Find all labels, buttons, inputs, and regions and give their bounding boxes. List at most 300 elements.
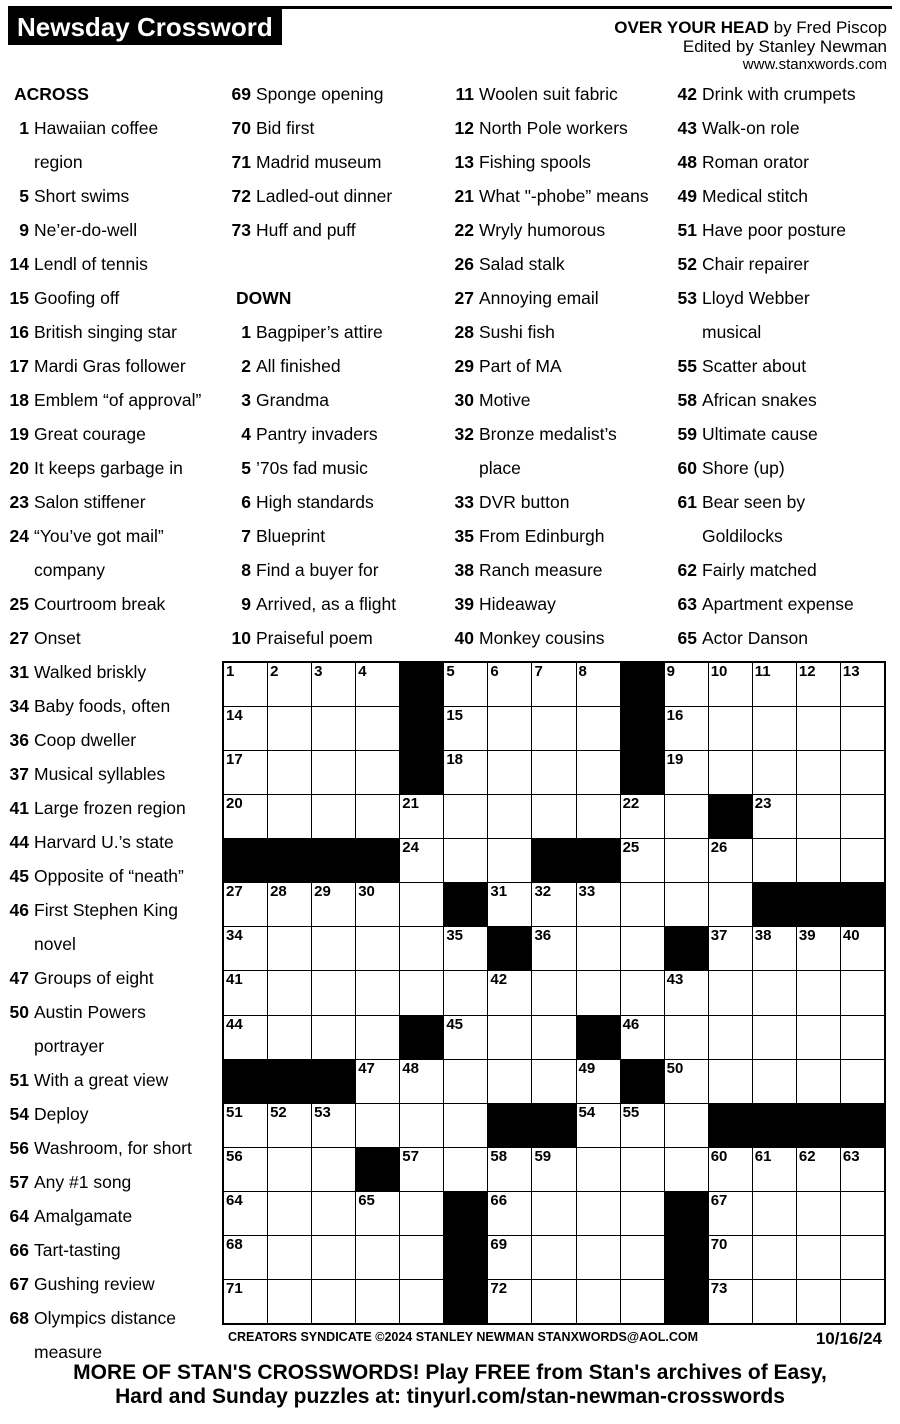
grid-cell[interactable] xyxy=(532,1280,575,1323)
grid-cell[interactable] xyxy=(532,971,575,1014)
grid-cell[interactable] xyxy=(753,1236,796,1279)
clue-text: Olympics distance xyxy=(34,1308,176,1328)
clue-number: 73 xyxy=(231,220,251,240)
grid-cell[interactable] xyxy=(753,927,796,970)
clue-continuation: company xyxy=(34,560,106,580)
grid-cell[interactable] xyxy=(753,971,796,1014)
clue-text: Part of MA xyxy=(479,356,562,376)
black-square xyxy=(400,707,443,750)
grid-cell[interactable] xyxy=(665,1016,708,1059)
grid-cell[interactable] xyxy=(488,1236,531,1279)
grid-cell[interactable] xyxy=(444,663,487,706)
clue-text: It keeps garbage in xyxy=(34,458,183,478)
grid-cell[interactable] xyxy=(488,1280,531,1323)
grid-cell[interactable] xyxy=(224,1148,267,1191)
clue-column-3 xyxy=(452,77,649,655)
grid-cell[interactable] xyxy=(841,927,884,970)
grid-cell[interactable] xyxy=(224,1016,267,1059)
grid-cell[interactable] xyxy=(577,1236,620,1279)
clue-number: 34 xyxy=(9,696,29,716)
grid-cell[interactable] xyxy=(665,751,708,794)
grid-cell[interactable] xyxy=(400,1148,443,1191)
grid-cell[interactable] xyxy=(356,1236,399,1279)
grid-cell[interactable] xyxy=(268,1148,311,1191)
grid-cell[interactable] xyxy=(444,795,487,838)
clue-item xyxy=(229,349,396,383)
grid-cell[interactable] xyxy=(532,707,575,750)
grid-cell[interactable] xyxy=(400,971,443,1014)
grid-cell[interactable] xyxy=(621,1148,664,1191)
grid-cell[interactable] xyxy=(312,795,355,838)
clue-text: Chair repairer xyxy=(702,254,809,274)
black-square xyxy=(841,1104,884,1147)
grid-cell[interactable] xyxy=(665,663,708,706)
clue-text: Annoying email xyxy=(479,288,599,308)
grid-cell[interactable] xyxy=(709,1060,752,1103)
grid-cell[interactable] xyxy=(753,795,796,838)
grid-cell[interactable] xyxy=(400,839,443,882)
grid-cell[interactable] xyxy=(532,751,575,794)
clue-number: 41 xyxy=(9,798,29,818)
grid-cell[interactable] xyxy=(797,1016,840,1059)
grid-cell[interactable] xyxy=(400,1280,443,1323)
clue-text: Austin Powers xyxy=(34,1002,146,1022)
grid-cell[interactable] xyxy=(400,1192,443,1235)
grid-cell[interactable] xyxy=(709,883,752,926)
clue-text: North Pole workers xyxy=(479,118,628,138)
grid-cell[interactable] xyxy=(841,1060,884,1103)
grid-cell[interactable] xyxy=(841,971,884,1014)
clue-number: 71 xyxy=(231,152,251,172)
grid-cell[interactable] xyxy=(268,1104,311,1147)
cell-number: 70 xyxy=(710,1235,728,1253)
grid-cell[interactable] xyxy=(577,795,620,838)
clue-number: 13 xyxy=(454,152,474,172)
grid-cell[interactable] xyxy=(400,883,443,926)
grid-cell[interactable] xyxy=(797,1280,840,1323)
grid-cell[interactable] xyxy=(577,1148,620,1191)
grid-cell[interactable] xyxy=(312,1192,355,1235)
grid-cell[interactable] xyxy=(532,1060,575,1103)
black-square xyxy=(797,883,840,926)
cell-number: 34 xyxy=(226,927,243,945)
cell-number: 8 xyxy=(578,663,587,680)
clue-text: Amalgamate xyxy=(34,1206,133,1226)
grid-cell[interactable] xyxy=(709,839,752,882)
clue-heading: ACROSS xyxy=(14,84,89,104)
grid-cell[interactable] xyxy=(797,927,840,970)
grid-cell[interactable] xyxy=(621,883,664,926)
clue-text: Roman orator xyxy=(702,152,809,172)
clue-item xyxy=(7,451,201,485)
grid-cell[interactable] xyxy=(797,839,840,882)
grid-cell[interactable] xyxy=(488,751,531,794)
grid-cell[interactable] xyxy=(841,1016,884,1059)
grid-cell[interactable] xyxy=(797,1060,840,1103)
grid-cell[interactable] xyxy=(665,883,708,926)
grid-cell[interactable] xyxy=(841,663,884,706)
grid-cell[interactable] xyxy=(753,1280,796,1323)
grid-cell[interactable] xyxy=(532,795,575,838)
clue-text: Arrived, as a flight xyxy=(256,594,397,614)
grid-cell[interactable] xyxy=(356,751,399,794)
grid-cell[interactable] xyxy=(841,751,884,794)
grid-cell[interactable] xyxy=(577,663,620,706)
grid-cell[interactable] xyxy=(268,927,311,970)
clue-continuation: region xyxy=(34,152,83,172)
grid-cell[interactable] xyxy=(356,663,399,706)
grid-cell[interactable] xyxy=(709,1016,752,1059)
clue-item xyxy=(675,417,856,451)
grid-cell[interactable] xyxy=(577,971,620,1014)
clue-number: 45 xyxy=(9,866,29,886)
clue-item xyxy=(675,247,856,281)
cell-number: 47 xyxy=(358,1059,375,1077)
grid-cell[interactable] xyxy=(577,707,620,750)
grid-cell[interactable] xyxy=(709,971,752,1014)
grid-cell[interactable] xyxy=(444,751,487,794)
grid-cell[interactable] xyxy=(709,1148,752,1191)
grid-cell[interactable] xyxy=(444,971,487,1014)
cell-number: 52 xyxy=(270,1103,287,1121)
clue-item xyxy=(229,485,396,519)
grid-cell[interactable] xyxy=(224,795,267,838)
grid-cell[interactable] xyxy=(665,795,708,838)
grid-cell[interactable] xyxy=(665,971,708,1014)
clue-number: 17 xyxy=(9,356,29,376)
clue-text: Courtroom break xyxy=(34,594,166,614)
clue-item xyxy=(7,111,201,145)
grid-cell[interactable] xyxy=(312,1280,355,1323)
clue-text: Actor Danson xyxy=(702,628,809,648)
grid-cell[interactable] xyxy=(665,1060,708,1103)
grid-cell[interactable] xyxy=(444,1104,487,1147)
clue-item xyxy=(7,655,201,689)
grid-cell[interactable] xyxy=(268,971,311,1014)
clue-number: 58 xyxy=(677,390,697,410)
grid-cell[interactable] xyxy=(444,1148,487,1191)
grid-cell[interactable] xyxy=(444,839,487,882)
grid-cell[interactable] xyxy=(841,795,884,838)
cell-number: 4 xyxy=(358,663,367,680)
grid-cell[interactable] xyxy=(312,751,355,794)
clue-number: 3 xyxy=(241,390,251,410)
grid-cell[interactable] xyxy=(577,927,620,970)
grid-cell[interactable] xyxy=(268,1016,311,1059)
footer-credit: CREATORS SYNDICATE ©2024 STANLEY NEWMAN STANXWORDS@AOL.COM xyxy=(228,1330,699,1344)
grid-cell[interactable] xyxy=(356,883,399,926)
grid-cell[interactable] xyxy=(532,1016,575,1059)
grid-cell[interactable] xyxy=(753,1192,796,1235)
clue-item xyxy=(675,587,856,621)
grid-cell[interactable] xyxy=(797,971,840,1014)
grid-cell[interactable] xyxy=(621,1192,664,1235)
grid-cell[interactable] xyxy=(621,1016,664,1059)
grid-cell[interactable] xyxy=(797,663,840,706)
grid-cell[interactable] xyxy=(841,839,884,882)
black-square xyxy=(532,1104,575,1147)
grid-cell[interactable] xyxy=(797,795,840,838)
grid-cell[interactable] xyxy=(268,1192,311,1235)
grid-cell[interactable] xyxy=(312,663,355,706)
grid-cell[interactable] xyxy=(488,1148,531,1191)
grid-cell[interactable] xyxy=(577,1060,620,1103)
cell-number: 3 xyxy=(314,663,323,680)
cell-number: 60 xyxy=(710,1147,728,1165)
cell-number: 37 xyxy=(710,927,728,945)
grid-cell[interactable] xyxy=(797,1192,840,1235)
grid-cell[interactable] xyxy=(224,1104,267,1147)
clue-item xyxy=(7,1301,201,1335)
grid-cell[interactable] xyxy=(444,1060,487,1103)
clue-continuation: measure xyxy=(34,1342,103,1362)
cell-number: 67 xyxy=(710,1191,728,1209)
grid-cell[interactable] xyxy=(709,707,752,750)
black-square xyxy=(532,839,575,882)
clue-number: 46 xyxy=(9,900,29,920)
grid-cell[interactable] xyxy=(356,927,399,970)
grid-cell[interactable] xyxy=(621,1104,664,1147)
clue-number: 47 xyxy=(9,968,29,988)
grid-cell[interactable] xyxy=(312,1016,355,1059)
grid-cell[interactable] xyxy=(312,883,355,926)
clue-item xyxy=(675,383,856,417)
grid-cell[interactable] xyxy=(444,1016,487,1059)
grid-cell[interactable] xyxy=(312,1236,355,1279)
grid-cell[interactable] xyxy=(621,927,664,970)
clue-number: 6 xyxy=(241,492,251,512)
clue-item xyxy=(675,281,856,315)
grid-cell[interactable] xyxy=(488,971,531,1014)
grid-cell[interactable] xyxy=(224,1192,267,1235)
clue-item xyxy=(675,349,856,383)
grid-cell[interactable] xyxy=(224,751,267,794)
clue-text: High standards xyxy=(256,492,374,512)
clue-text: ’70s fad music xyxy=(256,458,368,478)
grid-cell[interactable] xyxy=(224,927,267,970)
clue-continuation: Goldilocks xyxy=(702,526,783,546)
grid-cell[interactable] xyxy=(797,1148,840,1191)
cell-number: 43 xyxy=(666,971,684,989)
grid-cell[interactable] xyxy=(268,795,311,838)
clue-item xyxy=(7,1267,201,1301)
clue-number: 26 xyxy=(454,254,474,274)
grid-cell[interactable] xyxy=(709,1236,752,1279)
clue-text: Deploy xyxy=(34,1104,89,1124)
black-square xyxy=(709,795,752,838)
clue-text: Tart-tasting xyxy=(34,1240,121,1260)
grid-cell[interactable] xyxy=(224,663,267,706)
black-square xyxy=(444,1280,487,1323)
cell-number: 51 xyxy=(226,1103,243,1121)
clue-text: Musical syllables xyxy=(34,764,166,784)
grid-cell[interactable] xyxy=(532,883,575,926)
cell-number: 38 xyxy=(754,927,772,945)
grid-cell[interactable] xyxy=(841,1280,884,1323)
grid-cell[interactable] xyxy=(709,927,752,970)
grid-cell[interactable] xyxy=(577,751,620,794)
grid-cell[interactable] xyxy=(621,795,664,838)
grid-cell[interactable] xyxy=(356,971,399,1014)
grid-cell[interactable] xyxy=(577,1192,620,1235)
cell-number: 41 xyxy=(226,971,243,989)
clue-number: 24 xyxy=(9,526,29,546)
grid-cell[interactable] xyxy=(841,1148,884,1191)
grid-cell[interactable] xyxy=(268,1280,311,1323)
grid-cell[interactable] xyxy=(312,927,355,970)
grid-cell[interactable] xyxy=(444,707,487,750)
grid-cell[interactable] xyxy=(224,971,267,1014)
clue-item xyxy=(7,1131,201,1165)
grid-cell[interactable] xyxy=(268,707,311,750)
clue-text: Onset xyxy=(34,628,81,648)
grid-cell[interactable] xyxy=(488,1060,531,1103)
black-square xyxy=(268,839,311,882)
grid-cell[interactable] xyxy=(665,1148,708,1191)
grid-cell[interactable] xyxy=(709,1280,752,1323)
clue-continuation: portrayer xyxy=(34,1036,105,1056)
clue-item xyxy=(7,1233,201,1267)
grid-cell[interactable] xyxy=(532,1236,575,1279)
grid-cell[interactable] xyxy=(621,1236,664,1279)
grid-cell[interactable] xyxy=(224,883,267,926)
black-square xyxy=(400,751,443,794)
author: by Fred Piscop xyxy=(773,18,887,37)
clue-number: 37 xyxy=(9,764,29,784)
clue-text: Huff and puff xyxy=(256,220,356,240)
clue-text: British singing star xyxy=(34,322,177,342)
grid-cell[interactable] xyxy=(841,1192,884,1235)
clue-text: Ne’er-do-well xyxy=(34,220,138,240)
grid-cell[interactable] xyxy=(356,1104,399,1147)
grid-cell[interactable] xyxy=(224,707,267,750)
grid-cell[interactable] xyxy=(356,707,399,750)
grid-cell[interactable] xyxy=(488,1192,531,1235)
grid-cell[interactable] xyxy=(312,971,355,1014)
clue-number: 38 xyxy=(454,560,474,580)
grid-cell[interactable] xyxy=(709,751,752,794)
grid-cell[interactable] xyxy=(665,1104,708,1147)
grid-cell[interactable] xyxy=(621,1280,664,1323)
grid-cell[interactable] xyxy=(841,1236,884,1279)
grid-cell[interactable] xyxy=(356,1280,399,1323)
grid-cell[interactable] xyxy=(753,751,796,794)
black-square xyxy=(488,927,531,970)
grid-cell[interactable] xyxy=(577,883,620,926)
clue-item xyxy=(7,757,201,791)
clue-item xyxy=(7,1063,201,1097)
cell-number: 55 xyxy=(622,1103,640,1121)
clue-text: Medical stitch xyxy=(702,186,809,206)
grid-cell[interactable] xyxy=(532,1192,575,1235)
clue-number: 49 xyxy=(677,186,697,206)
grid-cell[interactable] xyxy=(488,883,531,926)
grid-cell[interactable] xyxy=(665,707,708,750)
grid-cell[interactable] xyxy=(268,663,311,706)
black-square xyxy=(577,839,620,882)
grid-cell[interactable] xyxy=(621,839,664,882)
black-square xyxy=(621,707,664,750)
grid-cell[interactable] xyxy=(356,1060,399,1103)
grid-cell[interactable] xyxy=(797,751,840,794)
clue-text: What "-phobe” means xyxy=(479,186,649,206)
grid-cell[interactable] xyxy=(268,751,311,794)
clue-number: 44 xyxy=(9,832,29,852)
clue-number: 20 xyxy=(9,458,29,478)
grid-cell[interactable] xyxy=(753,707,796,750)
grid-cell[interactable] xyxy=(488,1016,531,1059)
grid-cell[interactable] xyxy=(356,1192,399,1235)
grid-cell[interactable] xyxy=(312,1104,355,1147)
grid-cell[interactable] xyxy=(400,927,443,970)
clue-item xyxy=(229,315,396,349)
grid-cell[interactable] xyxy=(356,795,399,838)
clue-text: African snakes xyxy=(702,390,817,410)
grid-cell[interactable] xyxy=(841,707,884,750)
clue-text: Praiseful poem xyxy=(256,628,373,648)
grid-cell[interactable] xyxy=(753,1148,796,1191)
grid-cell[interactable] xyxy=(400,795,443,838)
grid-cell[interactable] xyxy=(753,663,796,706)
grid-cell[interactable] xyxy=(224,1236,267,1279)
grid-cell[interactable] xyxy=(753,839,796,882)
grid-cell[interactable] xyxy=(488,663,531,706)
clue-number: 9 xyxy=(19,220,29,240)
grid-cell[interactable] xyxy=(268,883,311,926)
grid-cell[interactable] xyxy=(312,707,355,750)
clue-item xyxy=(452,281,649,315)
cell-number: 13 xyxy=(842,663,860,680)
grid-cell[interactable] xyxy=(312,1148,355,1191)
grid-cell[interactable] xyxy=(532,663,575,706)
grid-cell[interactable] xyxy=(224,1280,267,1323)
grid-cell[interactable] xyxy=(268,1236,311,1279)
grid-cell[interactable] xyxy=(488,795,531,838)
grid-cell[interactable] xyxy=(753,1060,796,1103)
grid-cell[interactable] xyxy=(797,707,840,750)
clue-number: 53 xyxy=(677,288,697,308)
grid-cell[interactable] xyxy=(356,1016,399,1059)
grid-cell[interactable] xyxy=(621,971,664,1014)
clue-number: 31 xyxy=(9,662,29,682)
black-square xyxy=(841,883,884,926)
grid-cell[interactable] xyxy=(400,1236,443,1279)
grid-cell[interactable] xyxy=(400,1104,443,1147)
clue-number: 35 xyxy=(454,526,474,546)
clue-text: Have poor posture xyxy=(702,220,846,240)
grid-cell[interactable] xyxy=(577,1280,620,1323)
grid-cell[interactable] xyxy=(797,1236,840,1279)
clue-number: 1 xyxy=(241,322,251,342)
clue-item xyxy=(229,553,396,587)
grid-cell[interactable] xyxy=(444,927,487,970)
grid-cell[interactable] xyxy=(488,707,531,750)
grid-cell[interactable] xyxy=(532,1148,575,1191)
grid-cell[interactable] xyxy=(488,839,531,882)
grid-cell[interactable] xyxy=(665,839,708,882)
clue-text: All finished xyxy=(256,356,341,376)
grid-cell[interactable] xyxy=(753,1016,796,1059)
clue-item xyxy=(7,859,201,893)
clue-number: 1 xyxy=(19,118,29,138)
grid-cell[interactable] xyxy=(532,927,575,970)
grid-cell[interactable] xyxy=(400,1060,443,1103)
grid-cell[interactable] xyxy=(709,1192,752,1235)
cell-number: 2 xyxy=(270,663,279,680)
grid-cell[interactable] xyxy=(709,663,752,706)
clue-number: 67 xyxy=(9,1274,29,1294)
grid-cell[interactable] xyxy=(577,1104,620,1147)
